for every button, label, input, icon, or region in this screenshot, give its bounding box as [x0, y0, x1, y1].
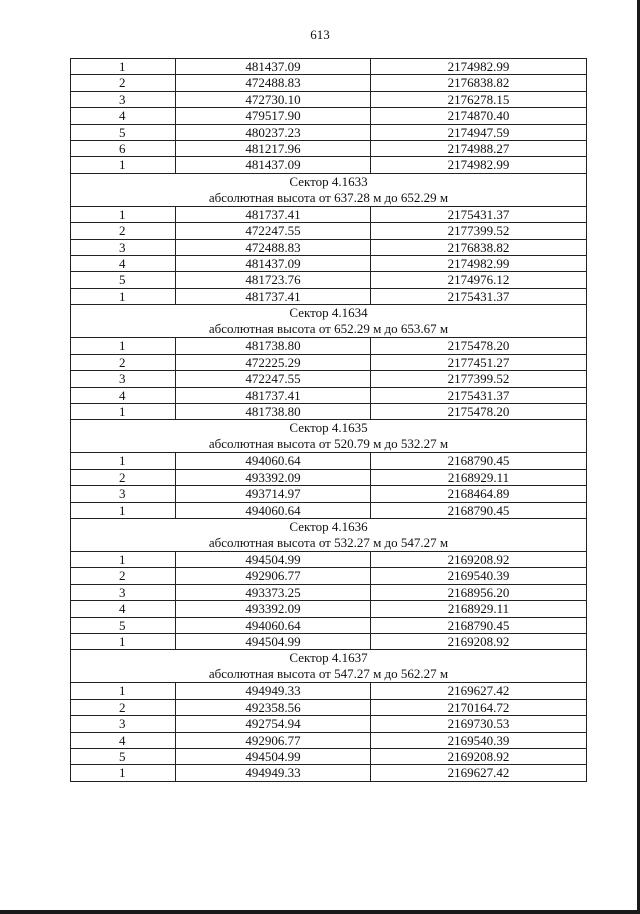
- point-number-cell: 2: [71, 469, 176, 485]
- point-number-cell: 5: [71, 617, 176, 633]
- sector-height-range: абсолютная высота от 532.27 м до 547.27 м: [208, 534, 449, 550]
- sector-height-range: абсолютная высота от 637.28 м до 652.29 м: [208, 189, 449, 205]
- table-row: [71, 732, 587, 748]
- x-coordinate-cell: 494504.99: [176, 551, 371, 567]
- table-row: [71, 223, 587, 239]
- x-coordinate-cell: 492358.56: [176, 699, 371, 715]
- point-number-cell: 4: [71, 732, 176, 748]
- table-row: [71, 469, 587, 485]
- y-coordinate-cell: 2169208.92: [371, 633, 587, 649]
- y-coordinate-cell: 2168929.11: [371, 469, 587, 485]
- table-row: [71, 124, 587, 140]
- table-row: [71, 206, 587, 222]
- y-coordinate-cell: 2169627.42: [371, 683, 587, 699]
- x-coordinate-cell: 481737.41: [176, 206, 371, 222]
- x-coordinate-cell: 493714.97: [176, 486, 371, 502]
- y-coordinate-cell: 2176838.82: [371, 239, 587, 255]
- table-row: [71, 59, 587, 75]
- sector-header-row: [71, 420, 587, 453]
- point-number-cell: 5: [71, 749, 176, 765]
- table-row: [71, 584, 587, 600]
- point-number-cell: 4: [71, 256, 176, 272]
- y-coordinate-cell: 2174982.99: [371, 59, 587, 75]
- table-row: [71, 617, 587, 633]
- sector-height-range: абсолютная высота от 547.27 м до 562.27 м: [208, 666, 449, 682]
- table-row: [71, 91, 587, 107]
- x-coordinate-cell: 481437.09: [176, 256, 371, 272]
- page-number: 613: [310, 27, 330, 42]
- y-coordinate-cell: 2168790.45: [371, 502, 587, 518]
- point-number-cell: 4: [71, 387, 176, 403]
- sector-header: [71, 420, 587, 453]
- table-row: [71, 699, 587, 715]
- coordinates-table: [70, 58, 587, 782]
- table-row: [71, 239, 587, 255]
- point-number-cell: 1: [71, 59, 176, 75]
- x-coordinate-cell: 481737.41: [176, 288, 371, 304]
- x-coordinate-cell: 479517.90: [176, 108, 371, 124]
- y-coordinate-cell: 2175431.37: [371, 206, 587, 222]
- table-row: [71, 354, 587, 370]
- point-number-cell: 2: [71, 699, 176, 715]
- x-coordinate-cell: 493373.25: [176, 584, 371, 600]
- sector-title: Сектор 4.1636: [289, 518, 368, 534]
- y-coordinate-cell: 2177399.52: [371, 223, 587, 239]
- table-row: [71, 75, 587, 91]
- point-number-cell: 1: [71, 453, 176, 469]
- y-coordinate-cell: 2176278.15: [371, 91, 587, 107]
- sector-header: [71, 650, 587, 683]
- x-coordinate-cell: 493392.09: [176, 469, 371, 485]
- y-coordinate-cell: 2175431.37: [371, 288, 587, 304]
- x-coordinate-cell: 492906.77: [176, 568, 371, 584]
- x-coordinate-cell: 481738.80: [176, 338, 371, 354]
- y-coordinate-cell: 2174947.59: [371, 124, 587, 140]
- x-coordinate-cell: 472247.55: [176, 371, 371, 387]
- y-coordinate-cell: 2169208.92: [371, 749, 587, 765]
- y-coordinate-cell: 2169540.39: [371, 732, 587, 748]
- table-row: [71, 716, 587, 732]
- y-coordinate-cell: 2169730.53: [371, 716, 587, 732]
- point-number-cell: 3: [71, 486, 176, 502]
- x-coordinate-cell: 472488.83: [176, 75, 371, 91]
- sector-header-row: [71, 305, 587, 338]
- x-coordinate-cell: 492906.77: [176, 732, 371, 748]
- point-number-cell: 1: [71, 338, 176, 354]
- point-number-cell: 2: [71, 223, 176, 239]
- table-row: [71, 502, 587, 518]
- y-coordinate-cell: 2168956.20: [371, 584, 587, 600]
- point-number-cell: 5: [71, 124, 176, 140]
- table-row: [71, 157, 587, 173]
- y-coordinate-cell: 2168790.45: [371, 617, 587, 633]
- sector-height-range: абсолютная высота от 652.29 м до 653.67 м: [208, 321, 449, 337]
- sector-title: Сектор 4.1633: [289, 173, 368, 189]
- y-coordinate-cell: 2175478.20: [371, 403, 587, 419]
- point-number-cell: 1: [71, 633, 176, 649]
- point-number-cell: 4: [71, 108, 176, 124]
- y-coordinate-cell: 2169208.92: [371, 551, 587, 567]
- x-coordinate-cell: 472730.10: [176, 91, 371, 107]
- point-number-cell: 3: [71, 91, 176, 107]
- table-row: [71, 551, 587, 567]
- x-coordinate-cell: 481437.09: [176, 59, 371, 75]
- point-number-cell: 1: [71, 502, 176, 518]
- x-coordinate-cell: 494060.64: [176, 502, 371, 518]
- table-row: [71, 453, 587, 469]
- table-row: [71, 765, 587, 781]
- point-number-cell: 2: [71, 75, 176, 91]
- x-coordinate-cell: 480237.23: [176, 124, 371, 140]
- x-coordinate-cell: 494060.64: [176, 453, 371, 469]
- table-row: [71, 288, 587, 304]
- point-number-cell: 2: [71, 354, 176, 370]
- point-number-cell: 5: [71, 272, 176, 288]
- sector-title: Сектор 4.1637: [289, 650, 368, 666]
- table-row: [71, 256, 587, 272]
- point-number-cell: 1: [71, 288, 176, 304]
- x-coordinate-cell: 472247.55: [176, 223, 371, 239]
- y-coordinate-cell: 2174982.99: [371, 157, 587, 173]
- sector-header: [71, 305, 587, 338]
- x-coordinate-cell: 494504.99: [176, 633, 371, 649]
- y-coordinate-cell: 2168464.89: [371, 486, 587, 502]
- point-number-cell: 2: [71, 568, 176, 584]
- y-coordinate-cell: 2174982.99: [371, 256, 587, 272]
- table-row: [71, 403, 587, 419]
- y-coordinate-cell: 2175431.37: [371, 387, 587, 403]
- sector-title: Сектор 4.1634: [289, 305, 368, 321]
- x-coordinate-cell: 481217.96: [176, 141, 371, 157]
- x-coordinate-cell: 481437.09: [176, 157, 371, 173]
- table-row: [71, 486, 587, 502]
- point-number-cell: 1: [71, 206, 176, 222]
- sector-header-row: [71, 173, 587, 206]
- y-coordinate-cell: 2169540.39: [371, 568, 587, 584]
- point-number-cell: 3: [71, 716, 176, 732]
- y-coordinate-cell: 2174988.27: [371, 141, 587, 157]
- y-coordinate-cell: 2169627.42: [371, 765, 587, 781]
- table-row: [71, 141, 587, 157]
- point-number-cell: 1: [71, 157, 176, 173]
- table-row: [71, 568, 587, 584]
- x-coordinate-cell: 494949.33: [176, 683, 371, 699]
- x-coordinate-cell: 494060.64: [176, 617, 371, 633]
- x-coordinate-cell: 481723.76: [176, 272, 371, 288]
- coordinates-table-body: [71, 59, 587, 782]
- table-row: [71, 272, 587, 288]
- table-row: [71, 601, 587, 617]
- x-coordinate-cell: 494949.33: [176, 765, 371, 781]
- y-coordinate-cell: 2168790.45: [371, 453, 587, 469]
- point-number-cell: 3: [71, 239, 176, 255]
- y-coordinate-cell: 2170164.72: [371, 699, 587, 715]
- table-row: [71, 633, 587, 649]
- y-coordinate-cell: 2177451.27: [371, 354, 587, 370]
- x-coordinate-cell: 472488.83: [176, 239, 371, 255]
- sector-header-row: [71, 518, 587, 551]
- y-coordinate-cell: 2176838.82: [371, 75, 587, 91]
- sector-header-row: [71, 650, 587, 683]
- y-coordinate-cell: 2175478.20: [371, 338, 587, 354]
- x-coordinate-cell: 493392.09: [176, 601, 371, 617]
- point-number-cell: 6: [71, 141, 176, 157]
- y-coordinate-cell: 2174870.40: [371, 108, 587, 124]
- x-coordinate-cell: 481737.41: [176, 387, 371, 403]
- point-number-cell: 1: [71, 765, 176, 781]
- point-number-cell: 4: [71, 601, 176, 617]
- scan-edge-bottom: [0, 910, 640, 914]
- point-number-cell: 1: [71, 403, 176, 419]
- y-coordinate-cell: 2177399.52: [371, 371, 587, 387]
- table-row: [71, 338, 587, 354]
- sector-header: [71, 518, 587, 551]
- table-row: [71, 371, 587, 387]
- x-coordinate-cell: 472225.29: [176, 354, 371, 370]
- table-row: [71, 749, 587, 765]
- sector-title: Сектор 4.1635: [289, 420, 368, 436]
- y-coordinate-cell: 2174976.12: [371, 272, 587, 288]
- x-coordinate-cell: 492754.94: [176, 716, 371, 732]
- y-coordinate-cell: 2168929.11: [371, 601, 587, 617]
- point-number-cell: 3: [71, 371, 176, 387]
- x-coordinate-cell: 494504.99: [176, 749, 371, 765]
- sector-height-range: абсолютная высота от 520.79 м до 532.27 м: [208, 436, 449, 452]
- table-row: [71, 683, 587, 699]
- table-row: [71, 387, 587, 403]
- sector-header: [71, 173, 587, 206]
- table-row: [71, 108, 587, 124]
- point-number-cell: 1: [71, 551, 176, 567]
- x-coordinate-cell: 481738.80: [176, 403, 371, 419]
- point-number-cell: 1: [71, 683, 176, 699]
- point-number-cell: 3: [71, 584, 176, 600]
